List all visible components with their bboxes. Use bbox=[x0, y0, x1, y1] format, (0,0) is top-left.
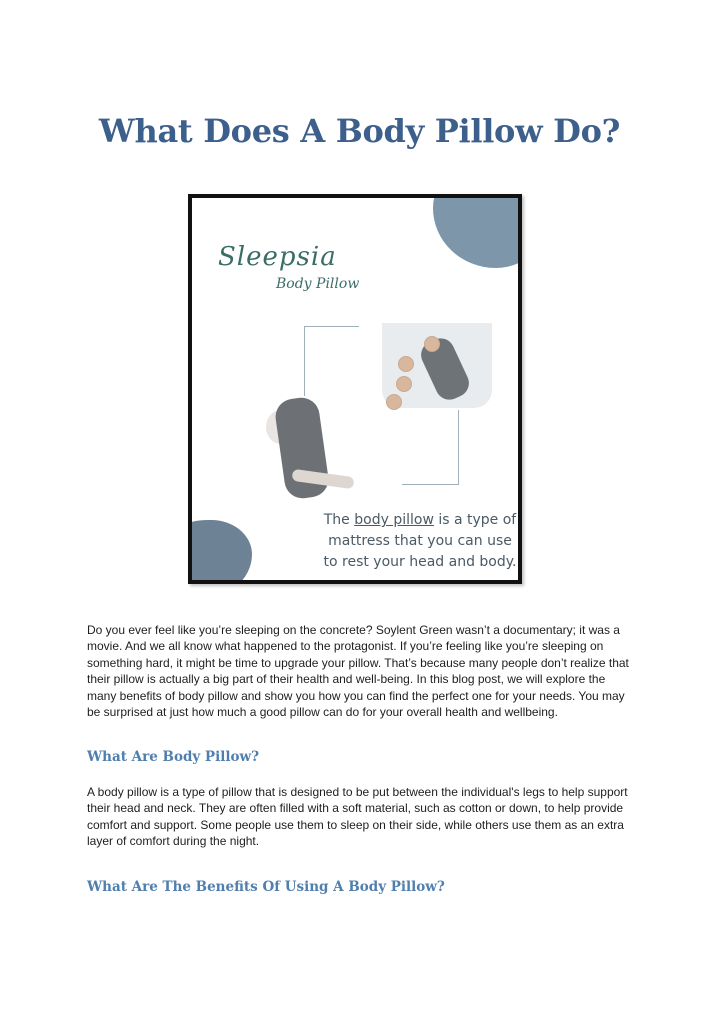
detail-circle bbox=[424, 336, 440, 352]
frame-line bbox=[402, 484, 458, 485]
frame-line bbox=[304, 326, 359, 327]
brand-logo: Sleepsia bbox=[218, 242, 337, 272]
image-caption bbox=[320, 510, 520, 573]
frame-line bbox=[458, 410, 459, 485]
page-title: What Does A Body Pillow Do? bbox=[98, 112, 621, 150]
detail-circle bbox=[386, 394, 402, 410]
section-heading: What Are Body Pillow? bbox=[87, 749, 260, 765]
detail-circle bbox=[396, 376, 412, 392]
caption-link: body pillow bbox=[354, 512, 434, 528]
frame-line bbox=[304, 326, 305, 396]
decorative-blob-bottom-left bbox=[188, 520, 252, 584]
caption-text: is a type of mattress that you can use to rest your head and body. bbox=[323, 512, 517, 570]
intro-paragraph: Do you ever feel like you’re sleeping on the concrete? Soylent Green wasn’t a documentary; it was a movie. And we all know what happened to the protagonist. If you’re feeling like you’re sleeping on something hard, it might be time to upgrade your pillow. That’s because many people don’t realize that their pillow is actually a big part of their health and well-being. In this blog post, we will explore the many benefits of body pillow and show you how you can find the perfect one for your needs. You may be surprised at just how much a good pillow can do for your overall health and wellbeing. bbox=[87, 623, 629, 720]
brand-subtitle: Body Pillow bbox=[276, 276, 360, 292]
product-image bbox=[188, 194, 522, 584]
detail-circle bbox=[398, 356, 414, 372]
decorative-blob-top-right bbox=[433, 194, 522, 268]
section-heading: What Are The Benefits Of Using A Body Pillow? bbox=[87, 879, 445, 895]
section-paragraph: A body pillow is a type of pillow that is designed to be put between the individual's legs to help support their head and neck. They are often filled with a soft material, such as cotton or down, to help provide comfort and support. Some people use them to sleep on their side, while others use them as an extra layer of comfort during the night. bbox=[87, 785, 628, 849]
caption-text: The bbox=[323, 512, 355, 528]
